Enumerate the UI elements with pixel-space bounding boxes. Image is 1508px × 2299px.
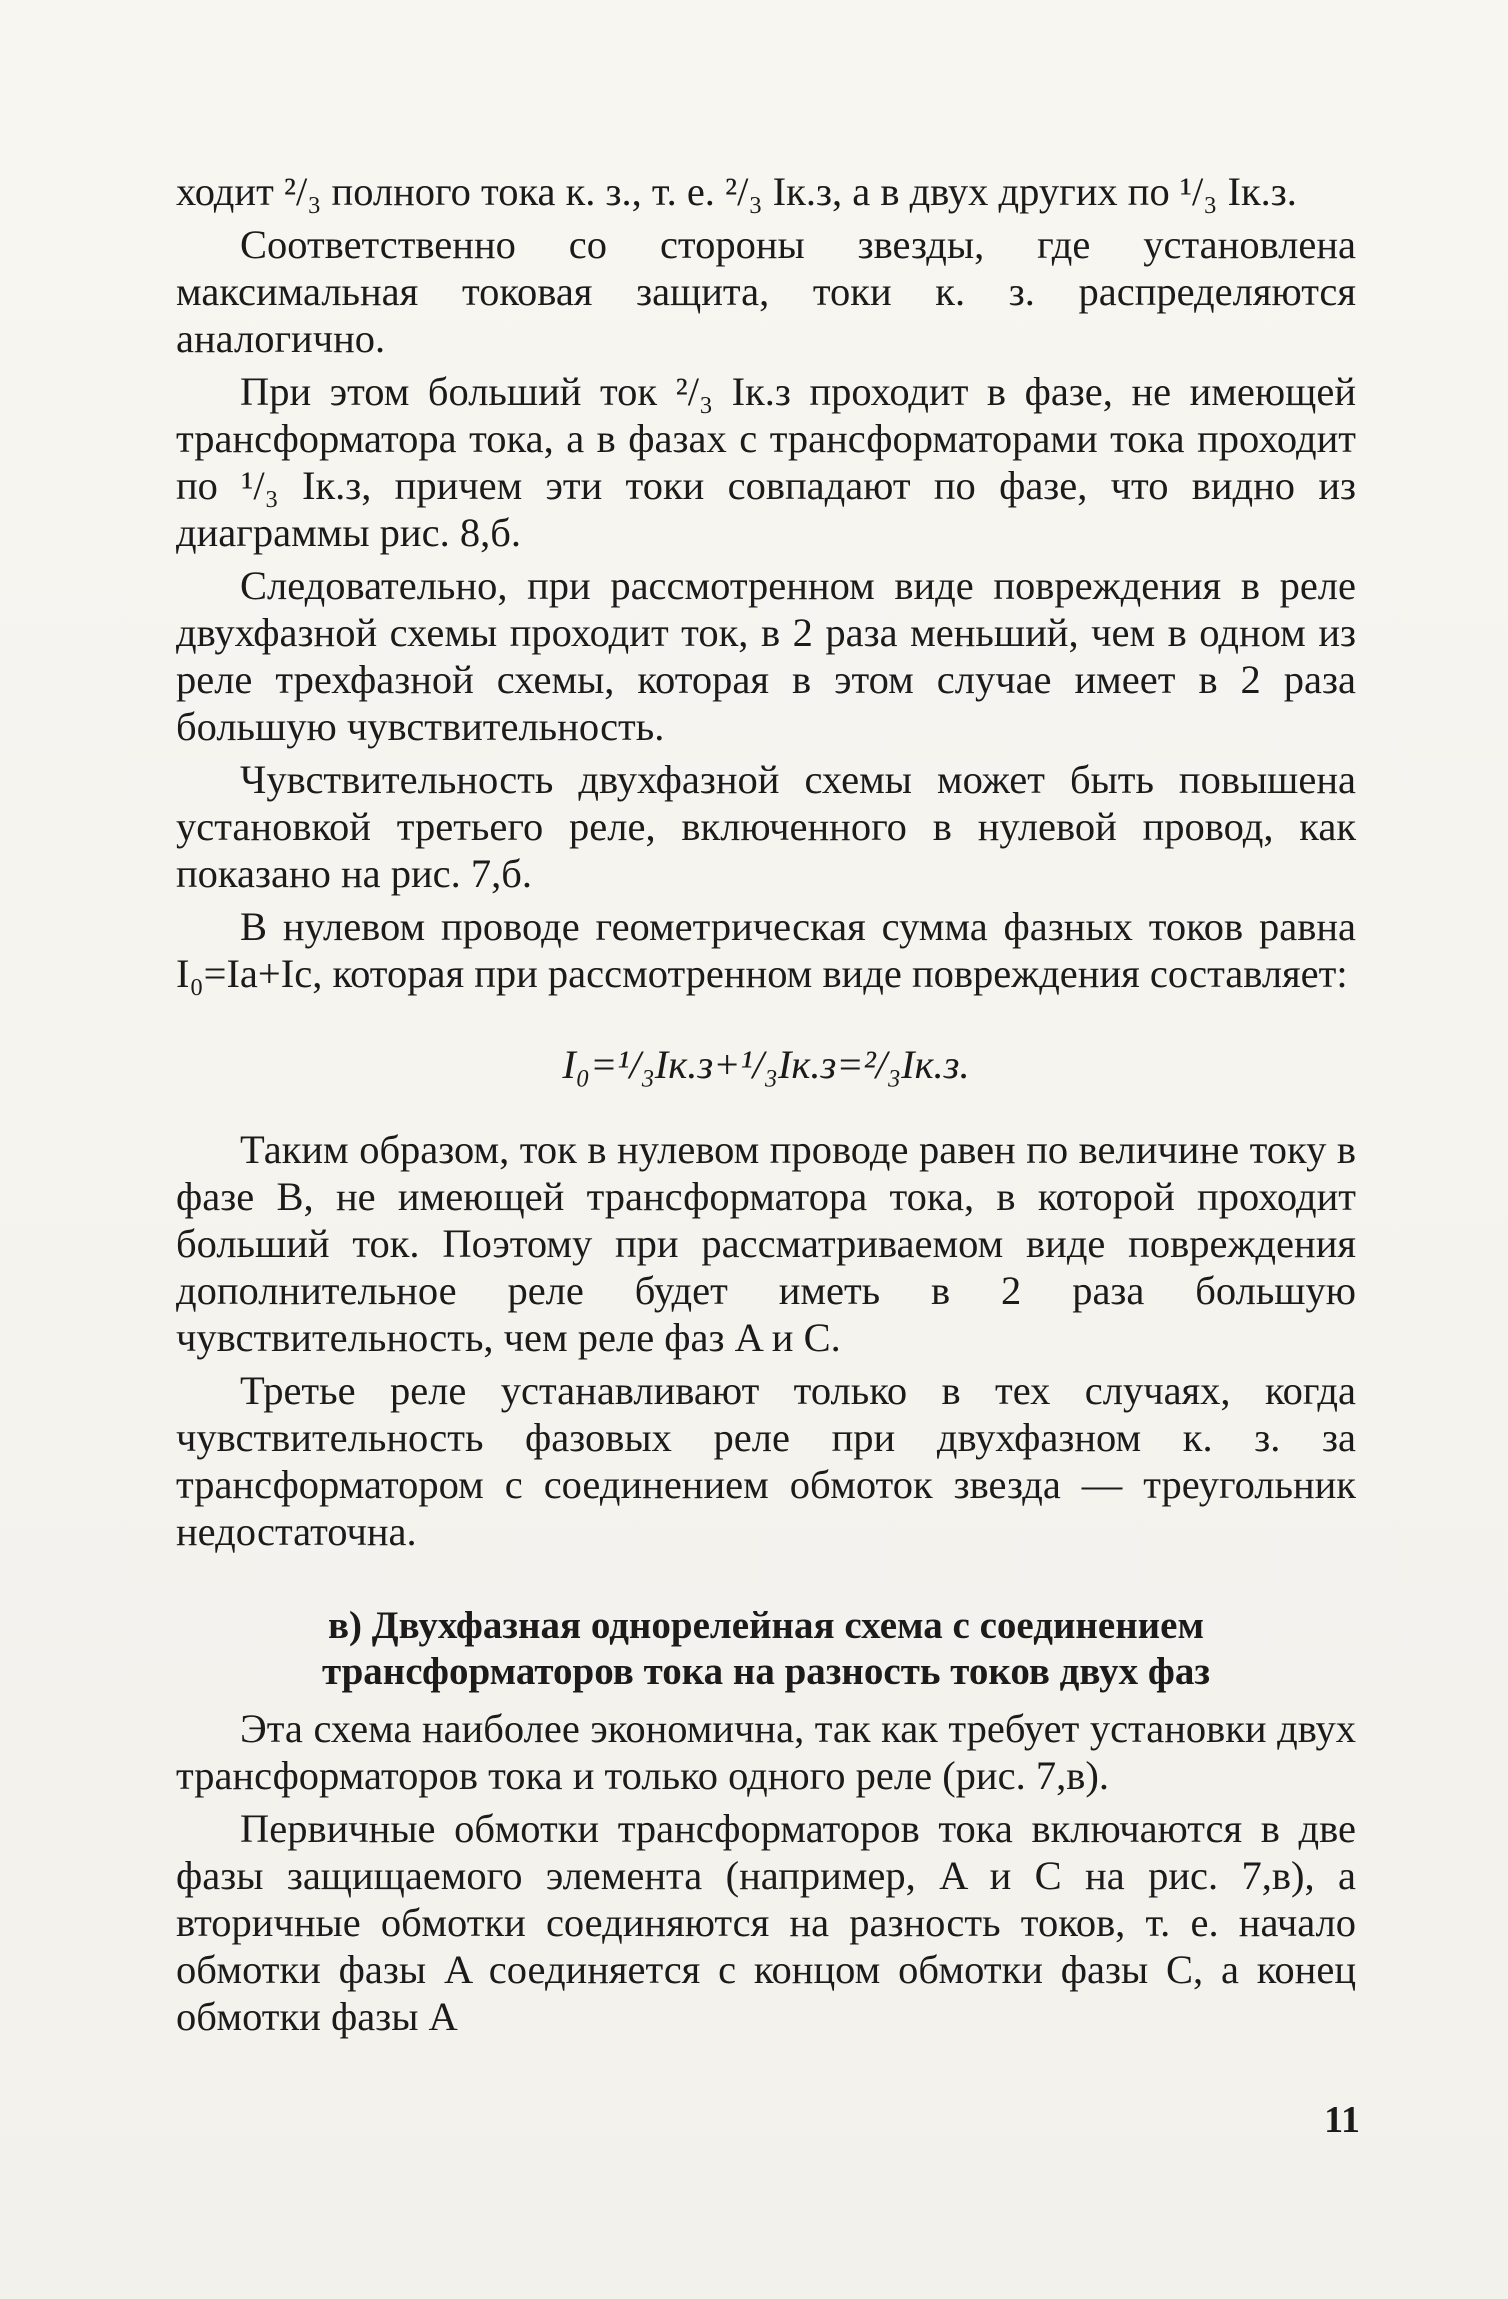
paragraph-3: При этом больший ток ²/₃ Iк.з проходит в фазе, не имеющей трансформатора тока, а в фазах с трансформаторами тока проходит по ¹/₃ Iк.з, причем эти токи совпадают по фазе, что видно из диаграммы рис. 8,б. <box>176 369 1356 555</box>
paragraph-1: ходит ²/₃ полного тока к. з., т. е. ²/₃ Iк.з, а в двух других по ¹/₃ Iк.з. <box>176 169 1297 214</box>
section-heading: в) Двухфазная однорелейная схема с соединением трансформаторов тока на разность токов двух фаз <box>321 1604 1211 1693</box>
paragraph-8: Третье реле устанавливают только в тех случаях, когда чувствительность фазовых реле при двухфазном к. з. за трансформатором с соединением обмоток звезда — треугольник недостаточна. <box>176 1368 1356 1554</box>
paragraph-6: В нулевом проводе геометрическая сумма фазных токов равна I₀=Ia+Ic, которая при рассмотренном виде повреждения составляет: <box>176 904 1356 996</box>
paragraph-10: Первичные обмотки трансформаторов тока включаются в две фазы защищаемого элемента (например, A и C на рис. 7,в), а вторичные обмотки соединяются на разность токов, т. е. начало обмотки фазы A соединяется с концом обмотки фазы C, а конец обмотки фазы A <box>176 1806 1356 2039</box>
page-number: 11 <box>1324 2099 1360 2141</box>
paragraph-9: Эта схема наиболее экономична, так как требует установки двух трансформаторов тока и только одного реле (рис. 7,в). <box>176 1706 1356 1798</box>
paragraph-5: Чувствительность двухфазной схемы может быть повышена установкой третьего реле, включенного в нулевой провод, как показано на рис. 7,б. <box>176 757 1356 896</box>
paragraph-4: Следовательно, при рассмотренном виде повреждения в реле двухфазной схемы проходит ток, в 2 раза меньший, чем в одном из реле трехфазной схемы, которая в этом случае имеет в 2 раза большую чувствительность. <box>176 563 1356 749</box>
paragraph-2: Соответственно со стороны звезды, где установлена максимальная токовая защита, токи к. з. распределяются аналогично. <box>176 222 1356 361</box>
page-text <box>176 168 1356 2046</box>
paragraph-7: Таким образом, ток в нулевом проводе равен по величине току в фазе B, не имеющей трансформатора тока, в которой проходит больший ток. Поэтому при рассматриваемом виде повреждения дополнительное реле будет иметь в 2 раза большую чувствительность, чем реле фаз A и C. <box>176 1127 1356 1360</box>
formula: I₀=¹/₃Iк.з+¹/₃Iк.з=²/₃Iк.з. <box>562 1042 970 1087</box>
